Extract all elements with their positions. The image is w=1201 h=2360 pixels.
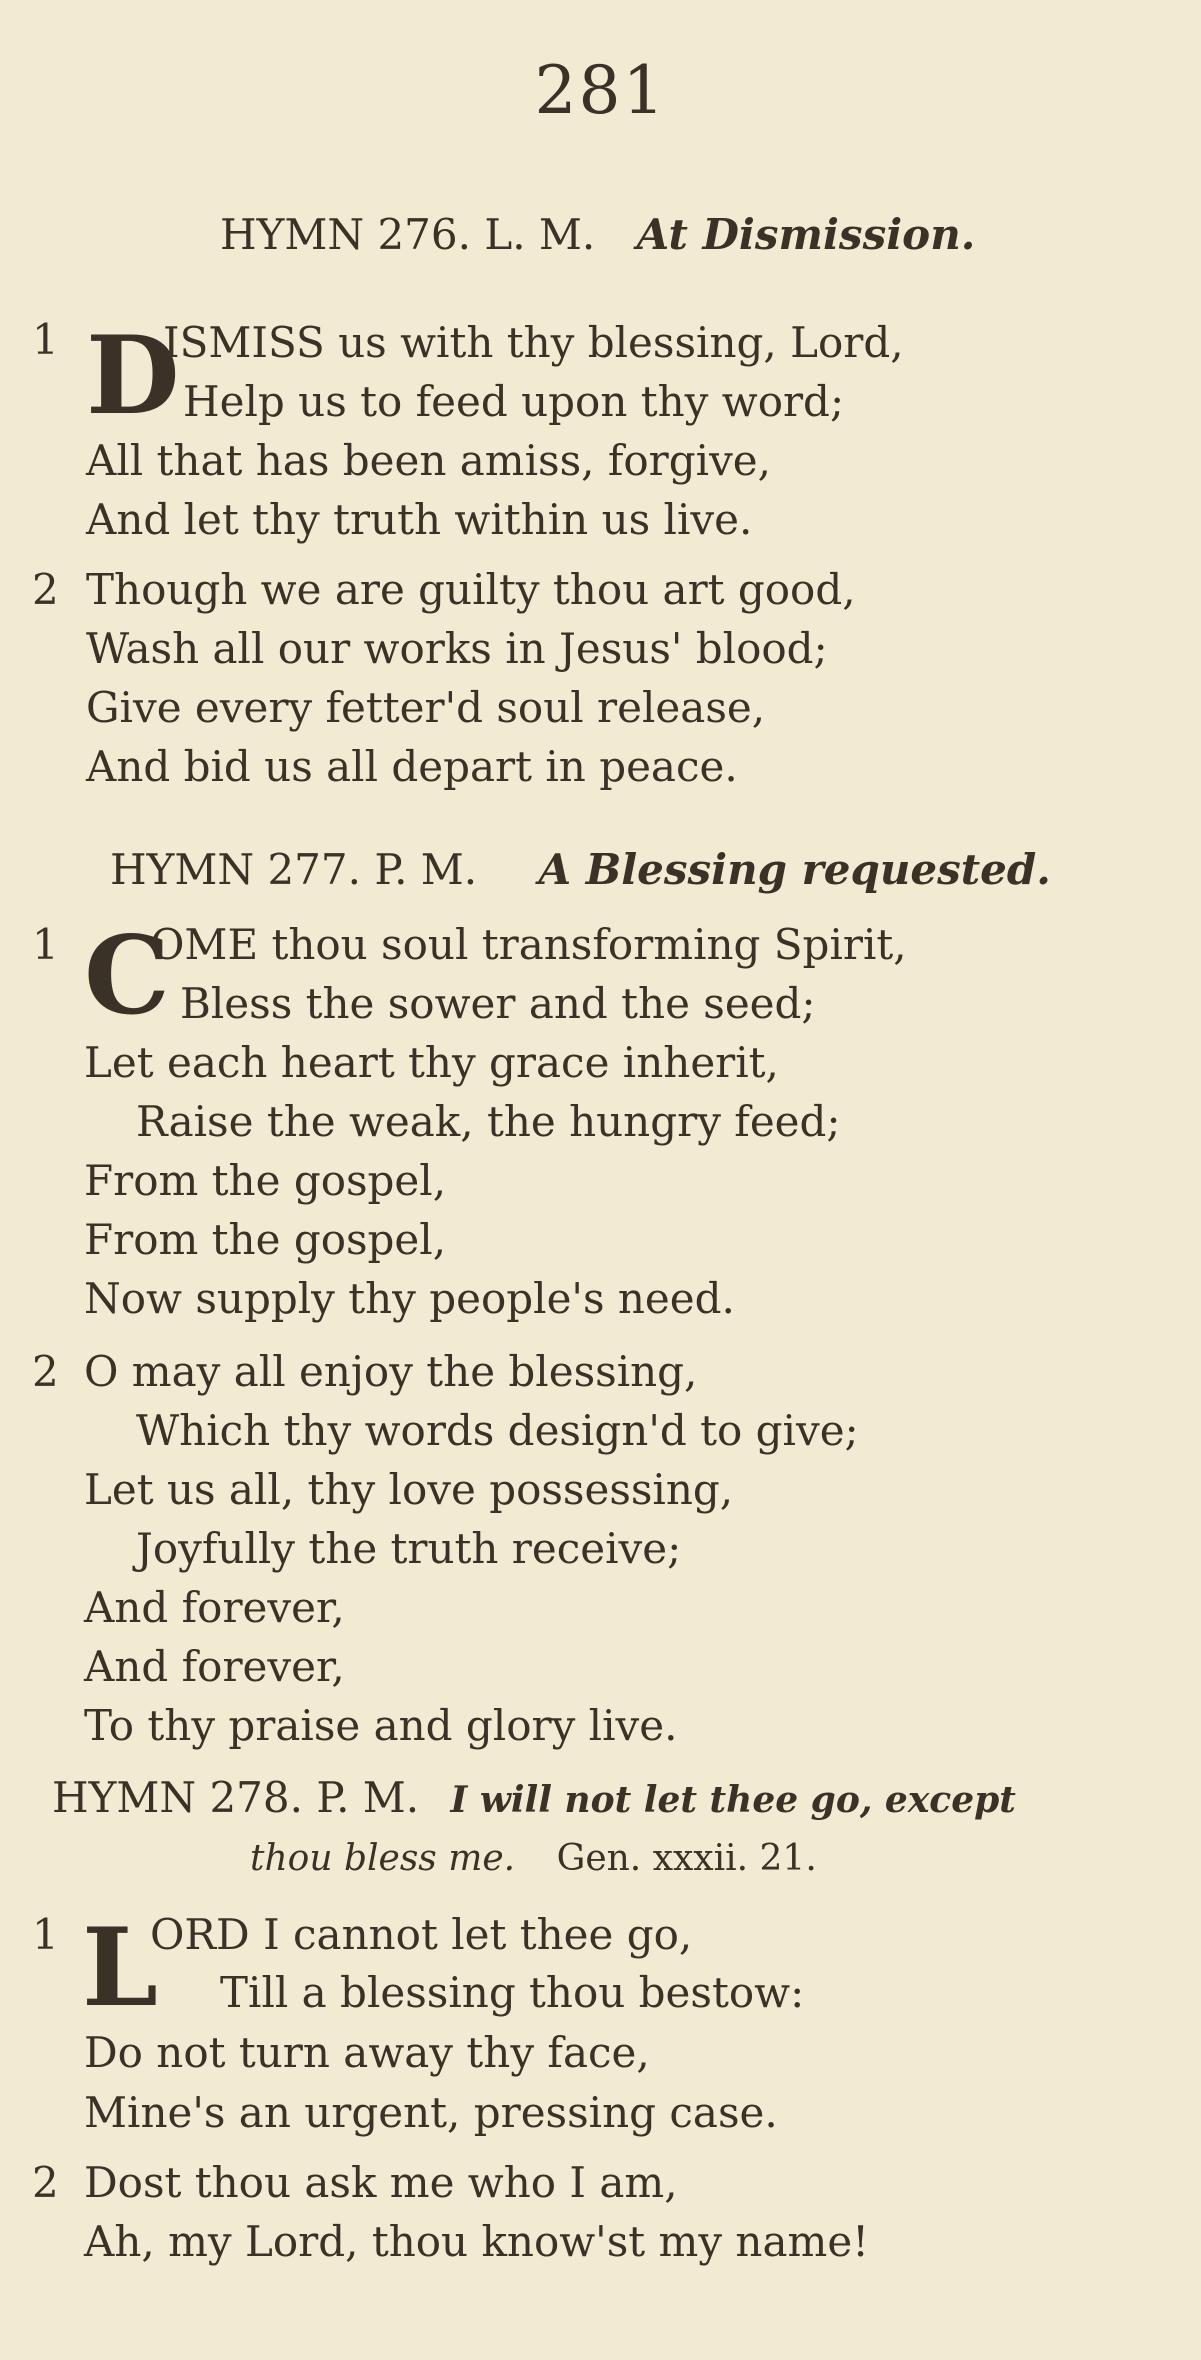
hymn-heading <box>220 210 975 260</box>
drop-cap: C <box>84 913 170 1039</box>
verse-line: And bid us all depart in peace. <box>86 742 738 791</box>
verse-line: Let us all, thy love possessing, <box>84 1465 734 1514</box>
hymn-subheading <box>250 1838 817 1879</box>
verse-line: ISMISS us with thy blessing, Lord, <box>163 318 904 367</box>
verse-line: Bless the sower and the seed; <box>180 979 816 1028</box>
hymn-subtitle: thou bless me. <box>250 1838 516 1879</box>
verse-line: Now supply thy people's need. <box>84 1274 735 1323</box>
verse-line: From the gospel, <box>84 1215 447 1264</box>
drop-cap: L <box>82 1905 158 2031</box>
verse-line: From the gospel, <box>84 1156 447 1205</box>
drop-cap: D <box>86 313 180 439</box>
verse-line: And forever, <box>84 1583 345 1632</box>
verse-line: Wash all our works in Jesus' blood; <box>86 624 828 673</box>
verse-number: 1 <box>32 1910 59 1959</box>
verse-number: 1 <box>32 920 59 969</box>
verse-line: Let each heart thy grace inherit, <box>84 1038 779 1087</box>
verse-line: ORD I cannot let thee go, <box>150 1910 693 1959</box>
verse-line: Raise the weak, the hungry feed; <box>136 1097 841 1146</box>
verse-number: 1 <box>32 315 59 364</box>
verse-number: 2 <box>32 1347 59 1396</box>
hymn-number: HYMN 277. P. M. <box>110 845 478 894</box>
verse-line: Ah, my Lord, thou know'st my name! <box>84 2217 870 2266</box>
page-number: 281 <box>534 52 667 129</box>
hymn-number: HYMN 276. L. M. <box>220 210 596 259</box>
verse-line: Help us to feed upon thy word; <box>183 377 845 426</box>
verse-line: Though we are guilty thou art good, <box>86 565 856 614</box>
hymn-title: A Blessing requested. <box>538 845 1051 894</box>
hymn-heading <box>110 845 1051 895</box>
verse-line: Till a blessing thou bestow: <box>220 1968 805 2017</box>
verse-line: All that has been amiss, forgive, <box>86 436 772 485</box>
verse-line: And let thy truth within us live. <box>86 495 753 544</box>
verse-line: Which thy words design'd to give; <box>136 1406 859 1455</box>
verse-line: And forever, <box>84 1642 345 1691</box>
hymn-number: HYMN 278. P. M. <box>52 1773 420 1822</box>
verse-line: Give every fetter'd soul release, <box>86 683 766 732</box>
verse-line: To thy praise and glory live. <box>84 1701 678 1750</box>
scripture-reference: Gen. xxxii. 21. <box>556 1838 817 1879</box>
hymn-title: At Dismission. <box>636 210 976 259</box>
verse-line: Joyfully the truth receive; <box>136 1524 682 1573</box>
verse-line: OME thou soul transforming Spirit, <box>150 920 907 969</box>
verse-line: O may all enjoy the blessing, <box>84 1347 698 1396</box>
hymn-title: I will not let thee go, except <box>450 1779 1016 1821</box>
verse-number: 2 <box>32 2158 59 2207</box>
verse-number: 2 <box>32 565 59 614</box>
verse-line: Mine's an urgent, pressing case. <box>84 2088 778 2137</box>
hymn-heading <box>52 1773 1016 1823</box>
verse-line: Dost thou ask me who I am, <box>84 2158 678 2207</box>
verse-line: Do not turn away thy face, <box>84 2028 650 2077</box>
